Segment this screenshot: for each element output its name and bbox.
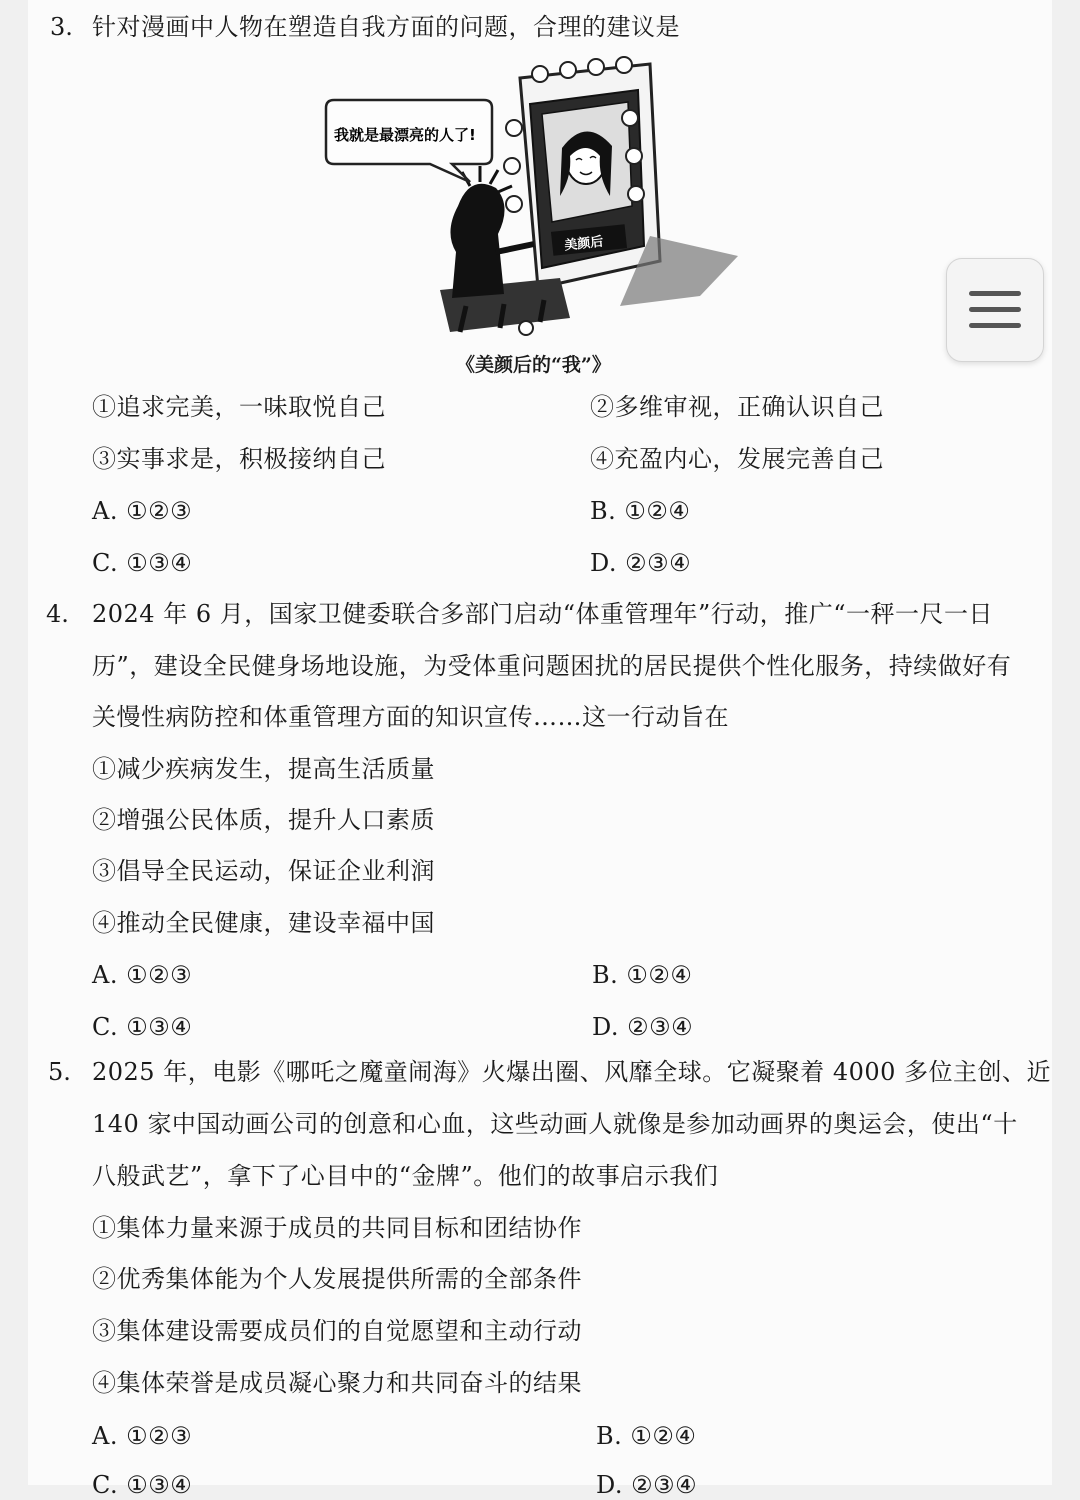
q5-option-b[interactable]: B. ①②④: [596, 1422, 697, 1450]
q4-statement-2: ②增强公民体质，提升人口素质: [92, 806, 435, 834]
speech-bubble-text: 我就是最漂亮的人了!: [334, 126, 476, 144]
q5-stem-line-3: 八般武艺”，拿下了心目中的“金牌”。他们的故事启示我们: [92, 1162, 719, 1190]
q3-option-a[interactable]: A. ①②③: [92, 497, 193, 525]
q4-statement-3: ③倡导全民运动，保证企业利润: [92, 857, 435, 885]
q5-option-d[interactable]: D. ②③④: [596, 1471, 698, 1499]
q3-option-d[interactable]: D. ②③④: [590, 549, 692, 577]
q4-statement-4: ④推动全民健康，建设幸福中国: [92, 909, 435, 937]
q5-option-c[interactable]: C. ①③④: [92, 1471, 193, 1499]
q3-statement-1: ①追求完美，一味取悦自己: [92, 393, 386, 421]
q3-statement-2: ②多维审视，正确认识自己: [590, 393, 884, 421]
question-3-number: 3.: [50, 13, 73, 41]
q5-stem-line-1: 2025 年，电影《哪吒之魔童闹海》火爆出圈、风靡全球。它凝聚着 4000 多位主创、近: [92, 1058, 1052, 1086]
q4-option-a[interactable]: A. ①②③: [92, 961, 193, 989]
q3-statement-3: ③实事求是，积极接纳自己: [92, 445, 386, 473]
q4-stem-line-2: 历”，建设全民健身场地设施，为受体重问题困扰的居民提供个性化服务，持续做好有: [92, 652, 1012, 680]
q5-option-a[interactable]: A. ①②③: [92, 1422, 193, 1450]
q5-stem-line-2: 140 家中国动画公司的创意和心血，这些动画人就像是参加动画界的奥运会，使出“十: [92, 1110, 1018, 1138]
cartoon-caption: 《美颜后的“我”》: [456, 354, 611, 376]
q3-option-b[interactable]: B. ①②④: [590, 497, 691, 525]
q5-statement-3: ③集体建设需要成员们的自觉愿望和主动行动: [92, 1317, 582, 1345]
q5-statement-1: ①集体力量来源于成员的共同目标和团结协作: [92, 1214, 582, 1242]
question-3-stem: 针对漫画中人物在塑造自我方面的问题，合理的建议是: [92, 13, 680, 41]
hamburger-menu-icon: [967, 285, 1023, 335]
q4-stem-line-3: 关慢性病防控和体重管理方面的知识宣传……这一行动旨在: [92, 703, 729, 731]
q5-statement-2: ②优秀集体能为个人发展提供所需的全部条件: [92, 1265, 582, 1293]
q4-option-b[interactable]: B. ①②④: [592, 961, 693, 989]
cartoon-illustration: [320, 56, 750, 346]
q4-option-c[interactable]: C. ①③④: [92, 1013, 193, 1041]
q4-stem-line-1: 2024 年 6 月，国家卫健委联合多部门启动“体重管理年”行动，推广“一秤一尺一日: [92, 600, 994, 628]
q4-statement-1: ①减少疾病发生，提高生活质量: [92, 755, 435, 783]
question-5-number: 5.: [48, 1058, 71, 1086]
question-4-number: 4.: [46, 600, 69, 628]
mirror-label: 美颜后: [563, 234, 605, 254]
q3-statement-4: ④充盈内心，发展完善自己: [590, 445, 884, 473]
q3-option-c[interactable]: C. ①③④: [92, 549, 193, 577]
q5-statement-4: ④集体荣誉是成员凝心聚力和共同奋斗的结果: [92, 1369, 582, 1397]
menu-button[interactable]: [946, 258, 1044, 362]
q4-option-d[interactable]: D. ②③④: [592, 1013, 694, 1041]
